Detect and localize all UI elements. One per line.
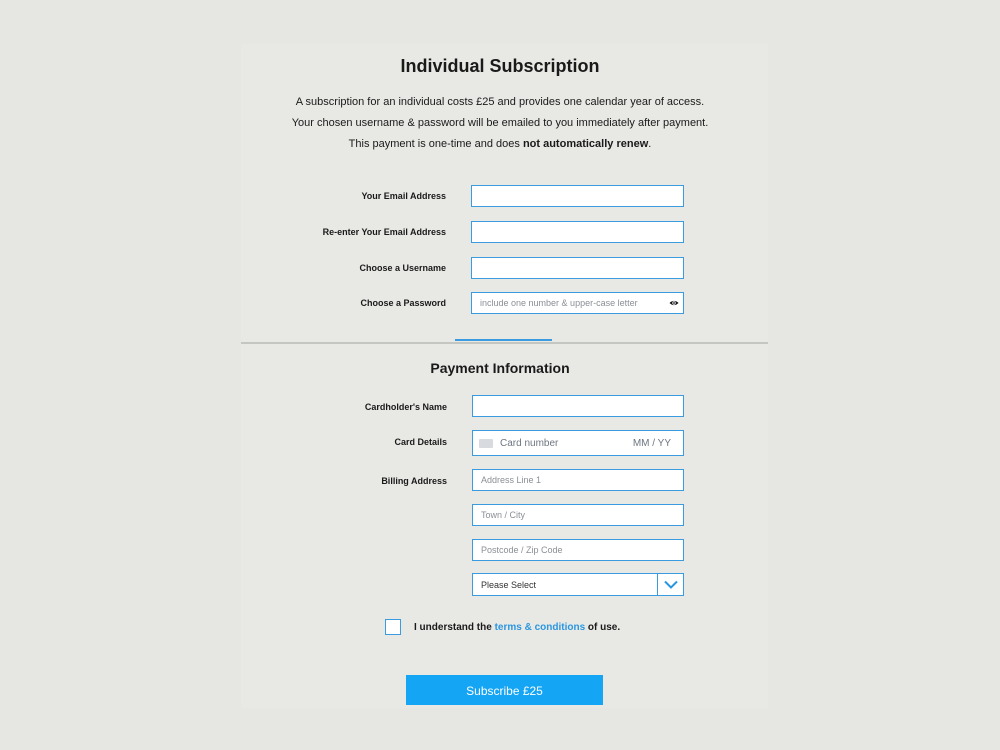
intro-line-2: Your chosen username & password will be emailed to you immediately after payment.: [291, 117, 709, 129]
email-confirm-field-wrap: [471, 221, 684, 243]
intro-line-3-bold: not automatically renew: [522, 138, 649, 150]
terms-text-pre: I understand the: [414, 622, 495, 633]
address-line1-field-wrap: [472, 469, 684, 491]
show-password-eye-icon[interactable]: [669, 298, 679, 308]
section-divider: [241, 342, 768, 344]
cardholder-field[interactable]: [473, 396, 683, 416]
username-field[interactable]: [472, 258, 683, 278]
card-expiry-placeholder: MM / YY: [632, 437, 671, 449]
intro-line-1: A subscription for an individual costs £25 and provides one calendar year of access.: [295, 96, 705, 108]
section-accent-line: [455, 339, 552, 341]
password-label: Choose a Password: [360, 298, 446, 308]
intro-line-3: [0, 137, 1000, 151]
postcode-field-wrap: [472, 539, 684, 561]
page-title: Individual Subscription: [400, 56, 600, 76]
payment-title: Payment Information: [430, 360, 570, 376]
card-details-field[interactable]: [472, 430, 684, 456]
postcode-field[interactable]: [473, 540, 683, 560]
credit-card-icon: [479, 439, 493, 448]
card-number-placeholder: Card number: [500, 437, 559, 449]
terms-checkbox[interactable]: [385, 619, 401, 635]
email-field[interactable]: [472, 186, 683, 206]
intro-line-3-pre: This payment is one-time and does: [348, 138, 523, 150]
billing-address-label: Billing Address: [381, 476, 447, 486]
password-field[interactable]: [472, 293, 683, 313]
country-select-button[interactable]: [657, 574, 683, 595]
terms-text: [414, 622, 620, 633]
email-confirm-label: Re-enter Your Email Address: [322, 227, 446, 237]
terms-conditions-link[interactable]: terms & conditions: [494, 622, 586, 633]
cardholder-label: Cardholder's Name: [364, 402, 447, 412]
username-field-wrap: [471, 257, 684, 279]
address-line1-field[interactable]: [473, 470, 683, 490]
card-details-label: Card Details: [394, 437, 447, 447]
password-field-wrap: [471, 292, 684, 314]
cardholder-field-wrap: [472, 395, 684, 417]
chevron-down-icon: [664, 580, 678, 589]
email-confirm-field[interactable]: [472, 222, 683, 242]
intro-line-3-post: .: [648, 138, 652, 150]
country-select[interactable]: [472, 573, 684, 596]
terms-text-post: of use.: [585, 622, 621, 633]
email-field-wrap: [471, 185, 684, 207]
email-label: Your Email Address: [361, 191, 446, 201]
town-field-wrap: [472, 504, 684, 526]
town-field[interactable]: [473, 505, 683, 525]
country-select-value: Please Select: [481, 579, 537, 590]
username-label: Choose a Username: [359, 263, 446, 273]
subscribe-button[interactable]: Subscribe £25: [406, 675, 603, 705]
